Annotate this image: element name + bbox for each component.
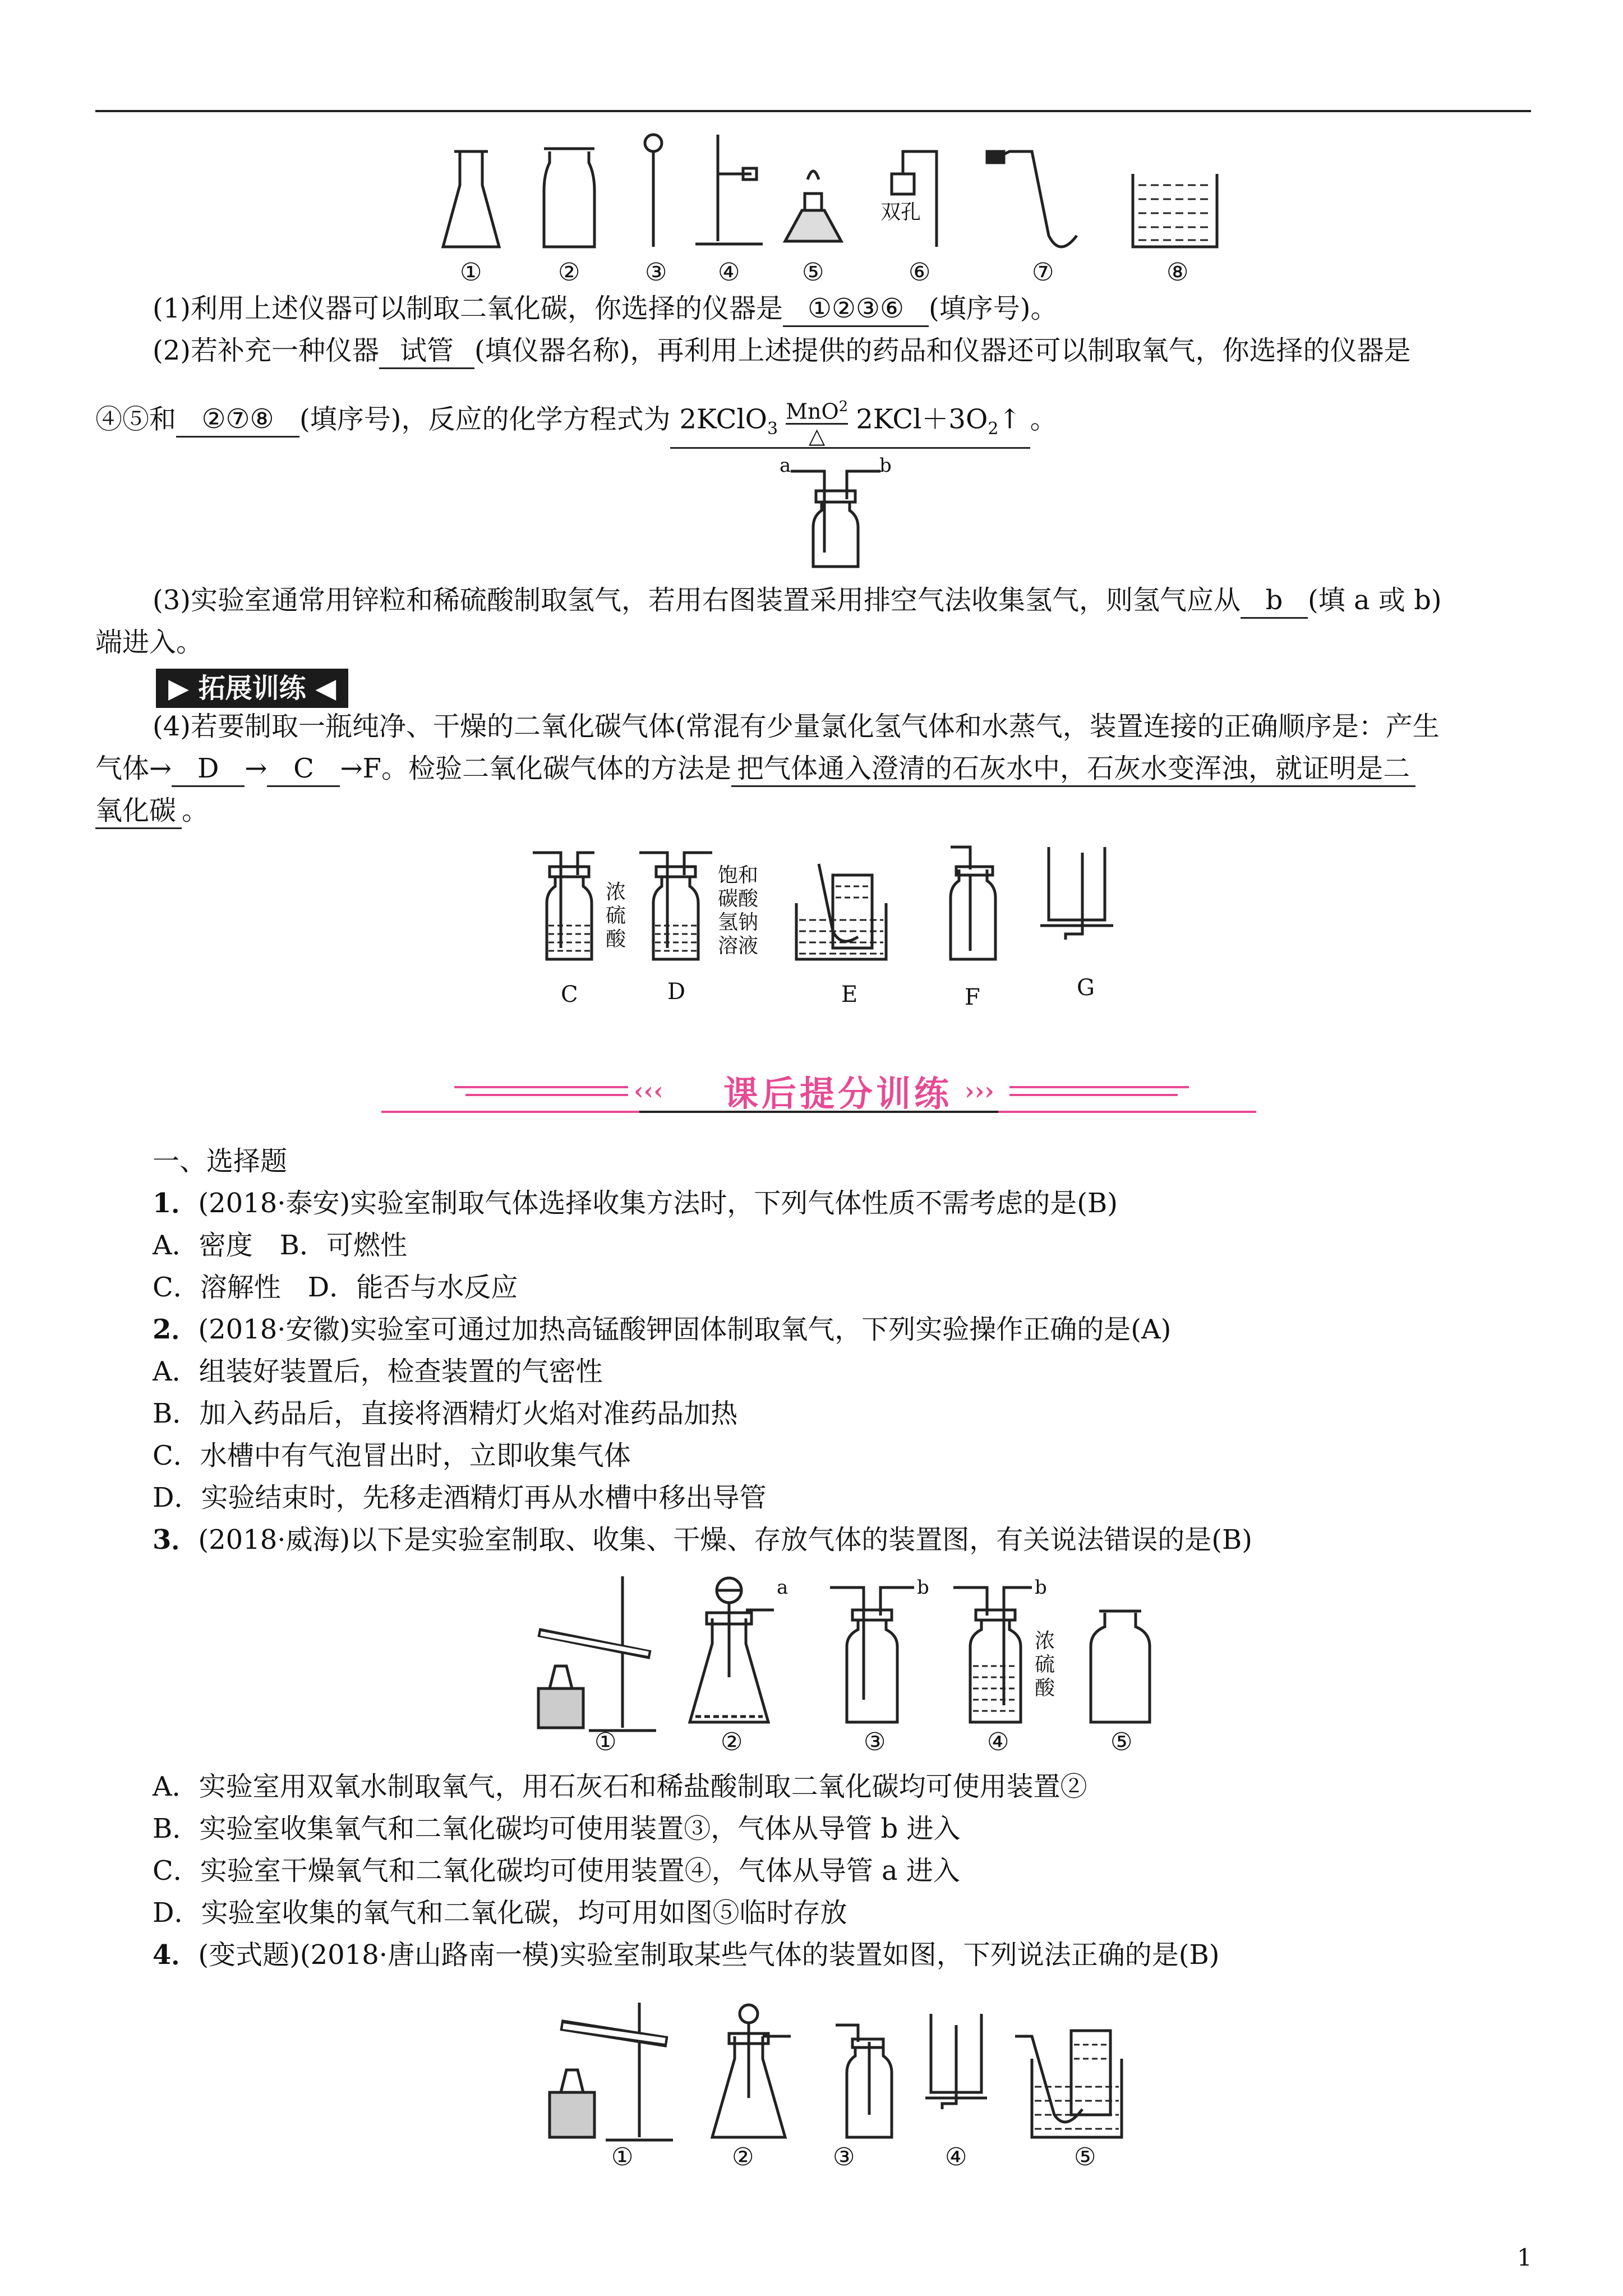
answer-blank: b [1241, 583, 1308, 619]
question-2-option-b: B．加入药品后，直接将酒精灯火焰对准药品加热 [153, 1398, 738, 1429]
instrument-label: ④ [718, 258, 740, 287]
sodium-bicarbonate-label: 饱和 碳酸 氢钠 溶液 [718, 864, 759, 958]
apparatus-label: C [561, 982, 578, 1007]
conc-sulfuric-acid-label: 浓 硫 酸 [1035, 1630, 1055, 1700]
question-1-part: (1)利用上述仪器可以制取二氧化碳，你选择的仪器是 ①②③⑥ (填序号)。 [153, 292, 1057, 327]
apparatus-label: ④ [987, 1728, 1009, 1756]
port-b-label: b [879, 454, 892, 477]
port-b-label: b [1035, 1576, 1047, 1599]
question-2-option-d: D．实验结束时，先移走酒精灯再从水槽中移出导管 [153, 1482, 767, 1513]
question-2-part-line2: ④⑤和 ②⑦⑧ (填序号)，反应的化学方程式为 2KClO$_3$ $\frac{MnO^2}{\triangle}$ $2KCl+3O_2↑$ 。 [95, 395, 1057, 449]
question-3-option-b: B．实验室收集氧气和二氧化碳均可使用装置③，气体从导管 b 进入 [153, 1813, 961, 1844]
apparatus-label: ② [721, 1728, 743, 1756]
instruments-figure [437, 129, 1256, 286]
svg-text:›››: ››› [965, 1077, 994, 1106]
instrument-label: ⑦ [1032, 258, 1054, 287]
apparatus-label: ① [611, 2143, 634, 2171]
instrument-label: ① [460, 258, 482, 287]
instrument-label: ⑤ [802, 258, 824, 287]
answer-blank: 氧化碳 [95, 794, 182, 829]
question-4-part-line3: 氧化碳 。 [95, 794, 209, 829]
question-4-part-line1: (4)若要制取一瓶纯净、干燥的二氧化碳气体(常混有少量氯化氢气体和水蒸气，装置连接的正确顺序是：产生 [153, 711, 1440, 742]
question-3: 3．(2018·威海)以下是实验室制取、收集、干燥、存放气体的装置图，有关说法错误的是(B) [153, 1524, 1253, 1556]
answer-blank: ②⑦⑧ [176, 402, 299, 438]
answer-blank: D [172, 752, 245, 787]
question-2-part-line1: (2)若补充一种仪器 试管 (填仪器名称)，再利用上述提供的药品和仪器还可以制取氧气，你选择的仪器是 [153, 334, 1410, 369]
extension-training-tag: ▶ 拓展训练 ◀ [156, 669, 348, 708]
port-b-label: b [917, 1576, 929, 1599]
port-a-label: a [780, 454, 791, 477]
question-2: 2．(2018·安徽)实验室可通过加热高锰酸钾固体制取氧气，下列实验操作正确的是(A) [153, 1314, 1172, 1345]
apparatus-label: ② [732, 2143, 754, 2171]
conc-sulfuric-acid-label: 浓 硫 酸 [606, 881, 626, 951]
instrument-label: ⑥ [909, 258, 931, 287]
top-rule [95, 110, 1531, 112]
question-3-part-line2: 端进入。 [95, 627, 204, 658]
apparatus-label: ⑤ [1110, 1728, 1133, 1756]
page-number: 1 [1517, 2244, 1532, 2271]
answer-blank: 把气体通入澄清的石灰水中，石灰水变浑浊，就证明是二 [731, 752, 1415, 787]
port-a-label: a [777, 1576, 789, 1599]
apparatus-label: D [667, 979, 686, 1005]
question-2-option-c: C．水槽中有气泡冒出时，立即收集气体 [153, 1440, 631, 1471]
apparatus-label: E [841, 982, 858, 1007]
question-4-part-line2: 气体→ D → C →F。检验二氧化碳气体的方法是 把气体通入澄清的石灰水中，石灰水变浑浊，就证明是二 [95, 752, 1415, 787]
question-3-option-c: C．实验室干燥氧气和二氧化碳均可使用装置④，气体从导管 a 进入 [153, 1855, 960, 1887]
question-3-option-d: D．实验室收集的氧气和二氧化碳，均可用如图⑤临时存放 [153, 1897, 847, 1929]
question-4: 4．(变式题)(2018·唐山路南一模)实验室制取某些气体的装置如图，下列说法正确的是(B) [153, 1939, 1220, 1971]
apparatus-label: ③ [864, 1728, 886, 1756]
question-3-option-a: A．实验室用双氧水制取氧气，用石灰石和稀盐酸制取二氧化碳均可使用装置② [153, 1771, 1087, 1802]
svg-text:‹‹‹: ‹‹‹ [634, 1077, 663, 1106]
instrument-label: ⑧ [1166, 258, 1189, 287]
instrument-label: ② [558, 258, 580, 287]
banner-title: 课后提分训练 [723, 1073, 953, 1114]
apparatus-label: ⑤ [1074, 2143, 1096, 2171]
gas-apparatus-figure-1-5 [527, 1565, 1166, 1756]
apparatus-label: ④ [945, 2143, 967, 2171]
equation-blank: 2KClO$_3$ $\frac{MnO^2}{\triangle}$ $2KCl+3O_2↑$ [670, 395, 1030, 449]
instrument-label: ③ [645, 258, 667, 287]
question-2-option-a: A．组装好装置后，检查装置的气密性 [153, 1356, 603, 1387]
apparatus-label: ① [594, 1728, 617, 1756]
question-1-options-ab: A．密度 B．可燃性 [153, 1230, 407, 1261]
apparatus-cdefg-figure [527, 841, 1155, 1010]
section-heading: 一、选择题 [153, 1145, 288, 1177]
answer-blank: 试管 [379, 334, 474, 369]
gas-apparatus-figure-q4 [538, 1991, 1133, 2171]
question-1: 1．(2018·泰安)实验室制取气体选择收集方法时，下列气体性质不需考虑的是(B) [153, 1188, 1118, 1219]
double-hole-label: 双孔 [880, 201, 921, 224]
answer-blank: C [267, 752, 340, 787]
question-3-part: (3)实验室通常用锌粒和稀硫酸制取氢气，若用右图装置采用排空气法收集氢气，则氢气应从 b (填 a 或 b) [153, 583, 1442, 619]
gas-bottle-figure [780, 454, 892, 572]
question-1-options-cd: C．溶解性 D．能否与水反应 [153, 1272, 518, 1303]
apparatus-label: F [965, 984, 980, 1010]
apparatus-label: ③ [833, 2143, 855, 2171]
apparatus-label: G [1077, 975, 1095, 1001]
answer-blank: ①②③⑥ [783, 292, 929, 327]
